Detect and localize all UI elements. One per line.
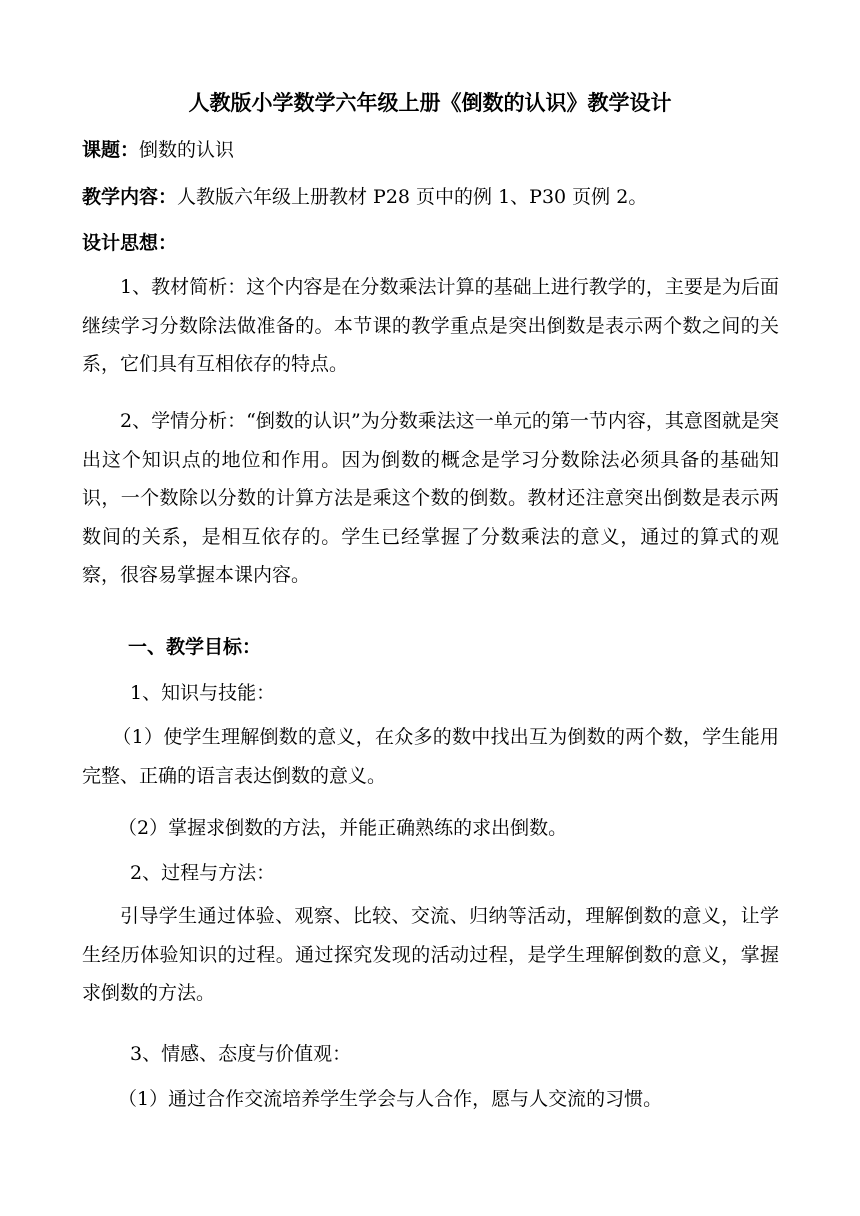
goal-2-paragraph: 引导学生通过体验、观察、比较、交流、归纳等活动，理解倒数的意义，让学生经历体验知识的过程。通过探究发现的活动过程，是学生理解倒数的意义，掌握求倒数的方法。 [82, 905, 779, 1005]
content-line [82, 183, 782, 211]
goal-1-heading: 1、知识与技能： [130, 682, 276, 704]
goals-heading: 一、教学目标： [128, 636, 262, 658]
content-label: 教学内容： [82, 186, 178, 208]
topic-line [82, 136, 782, 164]
design-heading: 设计思想： [82, 232, 178, 254]
goal-2-heading: 2、过程与方法： [130, 862, 276, 884]
design-paragraph-2: 2、学情分析：“倒数的认识”为分数乘法这一单元的第一节内容，其意图就是突出这个知识点的地位和作用。因为倒数的概念是学习分数除法必须具备的基础知识，一个数除以分数的计算方法是乘这个数的倒数。教材还注意突出倒数是表示两数间的关系，是相互依存的。学生已经掌握了分数乘法的意义，通过的算式的观察，很容易掌握本课内容。 [82, 410, 779, 587]
goal-3-heading: 3、情感、态度与价值观： [130, 1043, 352, 1065]
goal-1-item-2: （2）掌握求倒数的方法，并能正确熟练的求出倒数。 [118, 817, 568, 839]
goal-3-item-1: （1）通过合作交流培养学生学会与人合作，愿与人交流的习惯。 [118, 1088, 663, 1110]
goal-1-item-1: （1）使学生理解倒数的意义，在众多的数中找出互为倒数的两个数，学生能用完整、正确的语言表达倒数的意义。 [82, 726, 779, 787]
design-paragraph-1: 1、教材简析：这个内容是在分数乘法计算的基础上进行教学的，主要是为后面继续学习分数除法做准备的。本节课的教学重点是突出倒数是表示两个数之间的关系，它们具有互相依存的特点。 [82, 276, 779, 376]
document-title: 人教版小学数学六年级上册《倒数的认识》教学设计 [188, 90, 672, 115]
topic-label: 课题： [82, 139, 140, 161]
topic-value: 倒数的认识 [139, 139, 235, 161]
content-value: 人教版六年级上册教材 P28 页中的例 1、P30 页例 2。 [177, 186, 648, 208]
